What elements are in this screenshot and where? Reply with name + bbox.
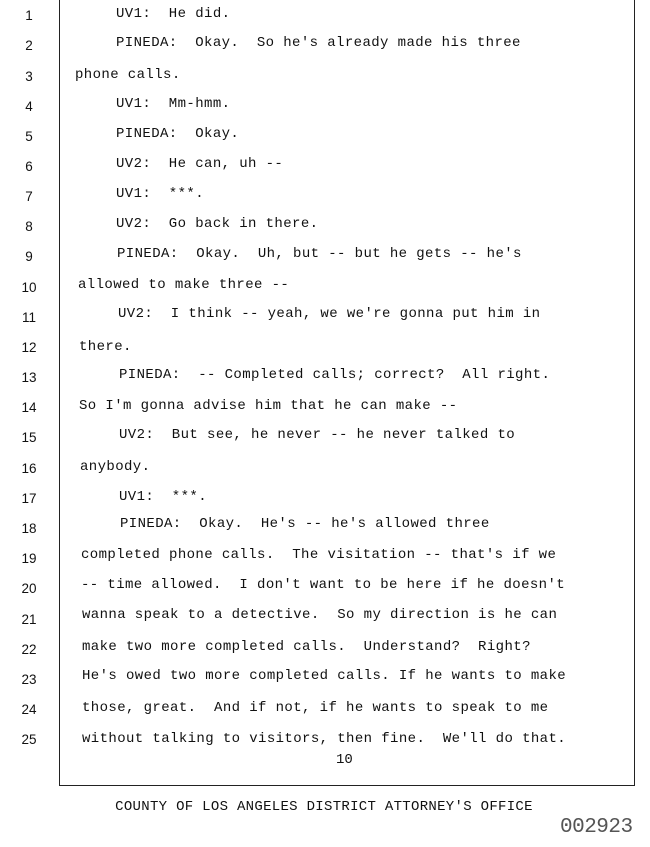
transcript-line: PINEDA: -- Completed calls; correct? All right.	[119, 367, 551, 383]
transcript-line: UV2: Go back in there.	[116, 216, 319, 232]
line-number: 9	[25, 249, 33, 264]
line-number: 1	[25, 8, 33, 23]
transcript-line: make two more completed calls. Understand? Right?	[82, 639, 531, 655]
transcript-line: anybody.	[80, 459, 151, 475]
line-number: 19	[21, 551, 37, 566]
line-number: 8	[25, 219, 33, 234]
line-number: 5	[25, 129, 33, 144]
office-name: COUNTY OF LOS ANGELES DISTRICT ATTORNEY'S OFFICE	[115, 799, 533, 815]
transcript-line: He's owed two more completed calls. If he wants to make	[82, 668, 567, 684]
transcript-line: UV2: He can, uh --	[116, 156, 284, 172]
transcript-line: UV1: ***.	[119, 489, 208, 505]
line-number: 25	[21, 732, 37, 747]
transcript-line: PINEDA: Okay. Uh, but -- but he gets -- he's	[117, 246, 522, 262]
line-number: 2	[25, 38, 33, 53]
line-number: 24	[21, 702, 37, 717]
transcript-line: without talking to visitors, then fine. We'll do that.	[82, 731, 567, 747]
left-margin-rule	[59, 0, 60, 786]
right-margin-rule	[634, 0, 635, 786]
transcript-line: there.	[79, 339, 132, 355]
line-number: 10	[21, 280, 37, 295]
transcript-line: completed phone calls. The visitation -- that's if we	[81, 547, 557, 563]
line-number: 23	[21, 672, 37, 687]
transcript-line: wanna speak to a detective. So my direction is he can	[82, 607, 558, 623]
footer	[0, 799, 650, 815]
transcript-line: allowed to make three --	[78, 277, 290, 293]
line-number: 15	[21, 430, 37, 445]
line-number: 6	[25, 159, 33, 174]
line-number: 13	[21, 370, 37, 385]
transcript-line: PINEDA: Okay. So he's already made his three	[116, 35, 521, 51]
transcript-line: -- time allowed. I don't want to be here if he doesn't	[81, 577, 566, 593]
transcript-line: UV1: He did.	[116, 6, 231, 22]
line-number: 16	[21, 461, 37, 476]
line-number: 11	[21, 310, 36, 325]
line-number: 14	[21, 400, 37, 415]
line-number: 22	[21, 642, 37, 657]
transcript-line: UV1: ***.	[116, 186, 205, 202]
page-number: 10	[336, 752, 353, 768]
line-number: 17	[21, 491, 37, 506]
transcript-line: UV2: But see, he never -- he never talked to	[119, 427, 516, 443]
line-number: 7	[25, 189, 33, 204]
transcript-line: PINEDA: Okay. He's -- he's allowed three	[120, 516, 490, 532]
line-number: 3	[25, 69, 33, 84]
transcript-line: UV1: Mm-hmm.	[116, 96, 231, 112]
transcript-line: those, great. And if not, if he wants to speak to me	[82, 700, 549, 716]
transcript-line: phone calls.	[75, 67, 181, 83]
transcript-line: So I'm gonna advise him that he can make --	[79, 398, 458, 414]
transcript-line: PINEDA: Okay.	[116, 126, 240, 142]
line-number: 21	[21, 612, 37, 627]
line-number: 20	[21, 581, 37, 596]
transcript-line: UV2: I think -- yeah, we we're gonna put him in	[118, 306, 541, 322]
bates-number: 002923	[560, 816, 633, 839]
line-number: 4	[25, 99, 33, 114]
line-number: 12	[21, 340, 37, 355]
bottom-rule	[59, 785, 635, 786]
line-number: 18	[21, 521, 37, 536]
